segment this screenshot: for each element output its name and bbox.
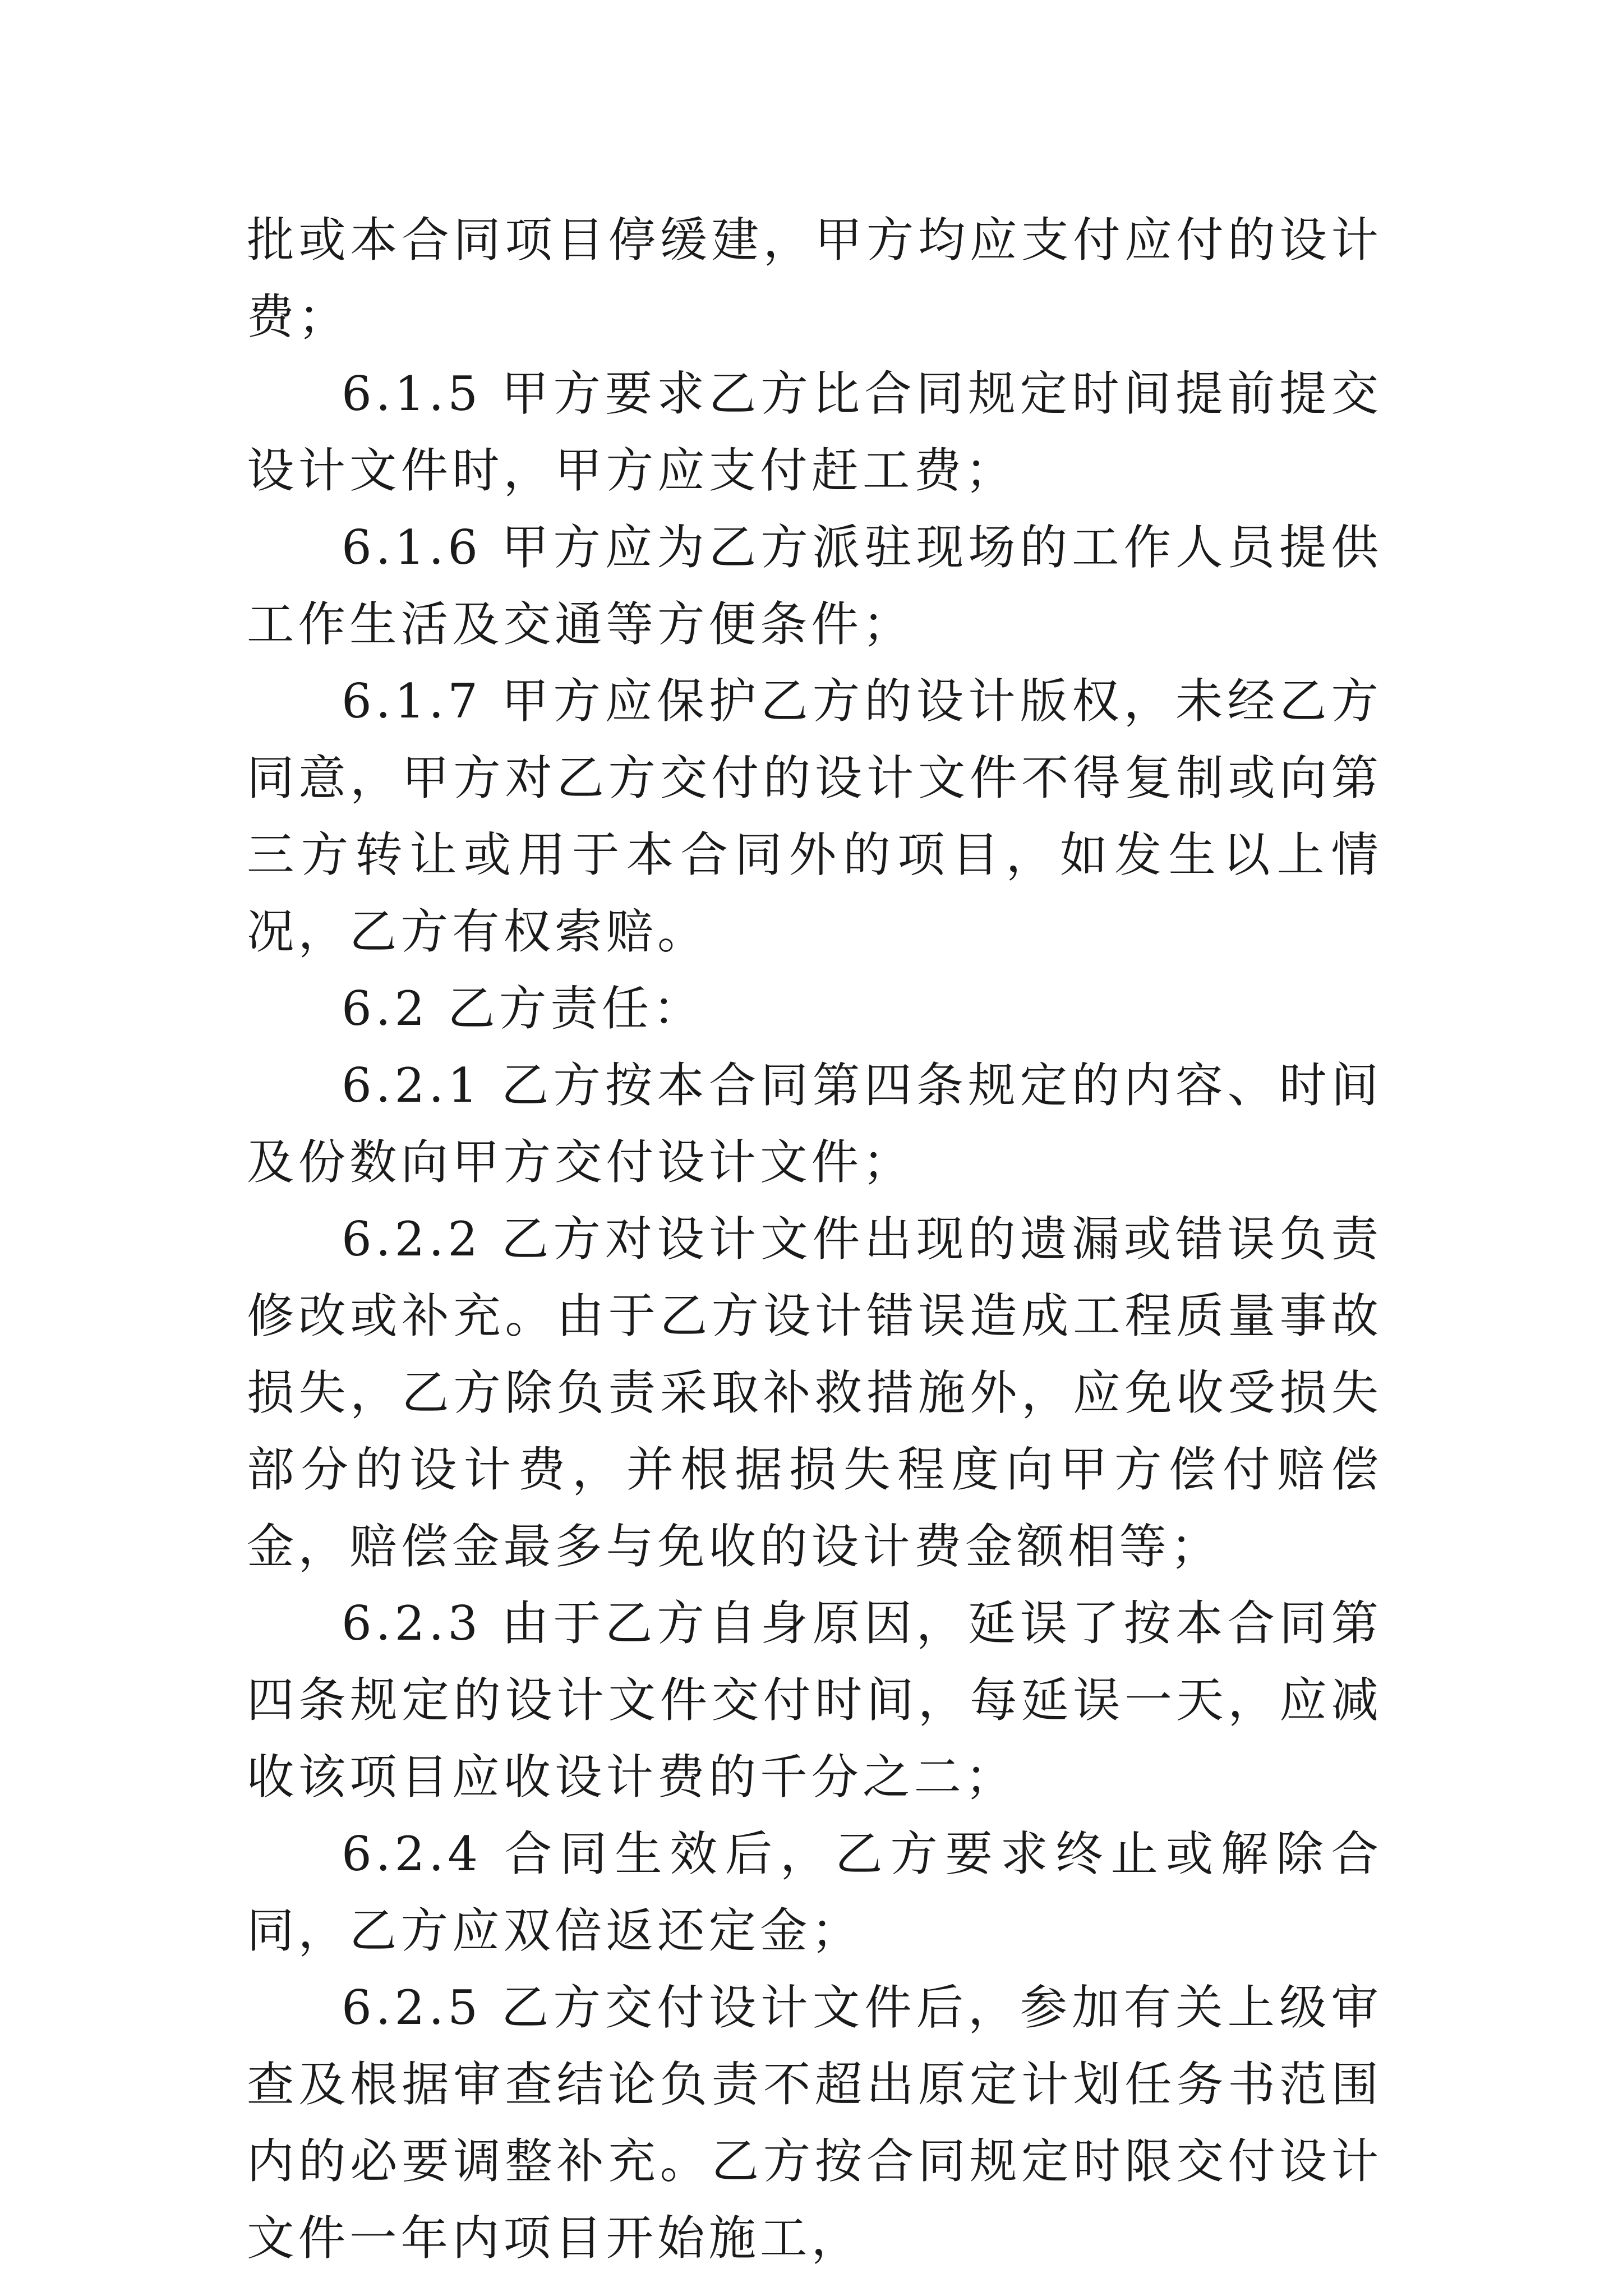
paragraph-6-2-1: 6.2.1 乙方按本合同第四条规定的内容、时间及份数向甲方交付设计文件； (247, 1058, 1382, 1190)
paragraph-6-2-3: 6.2.3 由于乙方自身原因，延误了按本合同第四条规定的设计文件交付时间，每延误一天，应减收该项目应收设计费的千分之二； (247, 1596, 1382, 1805)
contract-text-body (247, 202, 1382, 2277)
paragraph-6-2-2: 6.2.2 乙方对设计文件出现的遗漏或错误负责修改或补充。由于乙方设计错误造成工程质量事故损失，乙方除负责采取补救措施外，应免收受损失部分的设计费，并根据损失程度向甲方偿付赔偿金，赔偿金最多与免收的设计费金额相等； (247, 1212, 1382, 1574)
paragraph-continuation: 批或本合同项目停缓建，甲方均应支付应付的设计费； (247, 213, 1382, 344)
section-heading-6-2: 6.2 乙方责任： (342, 981, 704, 1036)
paragraph-6-1-6: 6.1.6 甲方应为乙方派驻现场的工作人员提供工作生活及交通等方便条件； (247, 520, 1382, 652)
paragraph-6-2-4: 6.2.4 合同生效后，乙方要求终止或解除合同，乙方应双倍返还定金； (247, 1826, 1382, 1958)
paragraph-6-2-5: 6.2.5 乙方交付设计文件后，参加有关上级审查及根据审查结论负责不超出原定计划任务书范围内的必要调整补充。乙方按合同规定时限交付设计文件一年内项目开始施工， (247, 1980, 1382, 2266)
paragraph-6-1-7: 6.1.7 甲方应保护乙方的设计版权，未经乙方同意，甲方对乙方交付的设计文件不得复制或向第三方转让或用于本合同外的项目，如发生以上情况，乙方有权索赔。 (247, 674, 1382, 959)
paragraph-6-1-5: 6.1.5 甲方要求乙方比合同规定时间提前提交设计文件时，甲方应支付赶工费； (247, 366, 1382, 498)
